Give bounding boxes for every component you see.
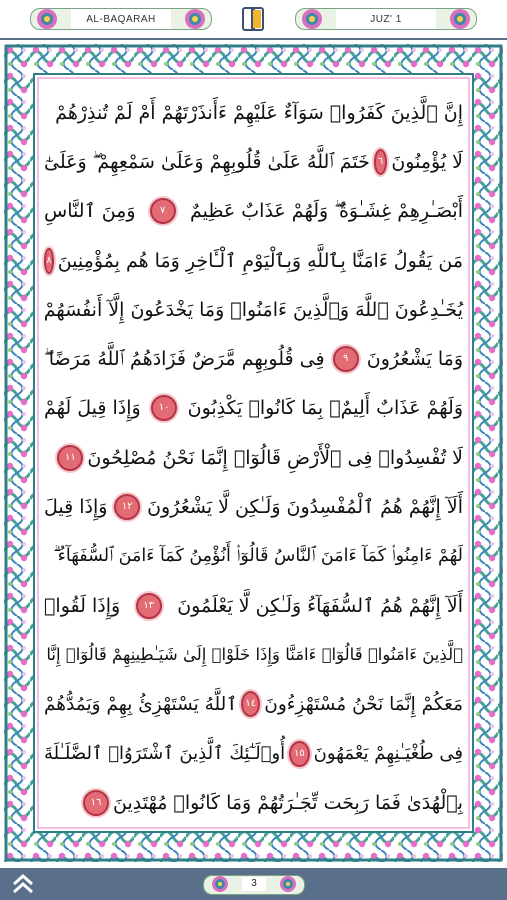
ayah-number-marker[interactable]: ١٠ [151, 395, 177, 421]
verse-text: أَلَآ إِنَّهُمْ هُمُ ٱلْمُفْسِدُونَ وَلَـٰكِن لَّا يَشْعُرُونَ [147, 496, 463, 519]
verse-line [44, 680, 463, 729]
verse-line [44, 334, 463, 383]
verse-line [44, 285, 463, 334]
rosette-ornament-icon [278, 874, 298, 894]
verse-text: خَتَمَ ٱللَّهُ عَلَىٰ قُلُوبِهِمْ وَعَلَىٰ سَمْعِهِمْ ۖ وَعَلَىٰٓ [44, 150, 370, 173]
verse-text: إِنَّ ٱلَّذِينَ كَفَرُوا۟ سَوَآءٌ عَلَيْهِمْ ءَأَنذَرْتَهُمْ أَمْ لَمْ تُنذِرْهُمْ [55, 101, 463, 124]
verse-text: أَبْصَـٰرِهِمْ غِشَـٰوَةٌ ۖ وَلَهُمْ عَذَابٌ عَظِيمٌ [189, 200, 463, 223]
ayah-number-marker[interactable]: ٦ [374, 149, 388, 175]
ayah-number-marker[interactable]: ١١ [57, 445, 83, 471]
verse-text: ٱللَّهُ يَسْتَهْزِئُ بِهِمْ وَيَمُدُّهُمْ [44, 693, 238, 715]
juz-pill[interactable] [295, 8, 477, 30]
double-chevron-up-icon[interactable] [10, 872, 36, 896]
verse-text: وَمَا يَشْعُرُونَ [366, 348, 463, 371]
juz-label: JUZ' 1 [336, 9, 436, 29]
verse-line [44, 482, 463, 531]
verse-text: لَهُمْ ءَامِنُوا۟ كَمَآ ءَامَنَ ٱلنَّاسُ قَالُوٓا۟ أَنُؤْمِنُ كَمَآ ءَامَنَ ٱلسُّفَهَآءُ ۗ [53, 546, 463, 567]
verse-text: وَإِذَا قِيلَ [44, 496, 108, 519]
ayah-number-marker[interactable]: ٩ [333, 346, 359, 372]
verse-text: وَإِذَا قِيلَ لَهُمْ [44, 397, 141, 420]
verse-line [44, 187, 463, 236]
verse-line [44, 581, 463, 630]
verse-text: مَن يَقُولُ ءَامَنَّا بِٱللَّهِ وَبِٱلْيَوْمِ ٱلْـَٔاخِرِ وَمَا هُم بِمُؤْمِنِينَ [57, 249, 463, 272]
ayah-number-marker[interactable]: ٨ [44, 248, 53, 274]
verse-text: وَإِذَا لَقُوا۟ [44, 594, 121, 617]
verse-line [44, 433, 463, 482]
verse-text: يُخَـٰدِعُونَ ٱللَّهَ وَٱلَّذِينَ ءَامَنُوا۟ وَمَا يَخْدَعُونَ إِلَّآ أَنفُسَهُمْ [43, 298, 463, 321]
surah-name: AL-BAQARAH [71, 9, 171, 29]
verse-text: أَلَآ إِنَّهُمْ هُمُ ٱلسُّفَهَآءُ وَلَـٰكِن لَّا يَعْلَمُونَ [177, 594, 463, 617]
surah-name-pill[interactable] [30, 8, 212, 30]
bottom-bar [0, 868, 507, 900]
verse-line [44, 236, 463, 285]
quran-page-text[interactable] [44, 88, 463, 828]
verse-text: لَا يُؤْمِنُونَ [391, 150, 463, 173]
ayah-number-marker[interactable]: ٧ [150, 198, 176, 224]
verse-text: لَا تُفْسِدُوا۟ فِى ٱلْأَرْضِ قَالُوٓا۟ إِنَّمَا نَحْنُ مُصْلِحُونَ [87, 446, 463, 469]
ayah-number-marker[interactable]: ١٦ [83, 790, 109, 816]
verse-line [44, 384, 463, 433]
rosette-ornament-icon [300, 7, 324, 31]
verse-text: فِى طُغْيَـٰنِهِمْ يَعْمَهُونَ [313, 743, 463, 764]
verse-text: مَعَكُمْ إِنَّمَا نَحْنُ مُسْتَهْزِءُونَ [264, 693, 463, 715]
verse-text: وَمِنَ ٱلنَّاسِ [44, 200, 136, 223]
ayah-number-marker[interactable]: ١٤ [241, 691, 260, 717]
verse-line [44, 778, 463, 827]
rosette-ornament-icon [448, 7, 472, 31]
quran-book-icon[interactable] [238, 4, 268, 34]
ayah-number-marker[interactable]: ١٢ [114, 494, 140, 520]
verse-text: بِٱلْهُدَىٰ فَمَا رَبِحَت تِّجَـٰرَتُهُمْ وَمَا كَانُوا۟ مُهْتَدِينَ [112, 791, 463, 814]
verse-text: أُو۟لَـٰٓئِكَ ٱلَّذِينَ ٱشْتَرَوُا۟ ٱلضَّلَـٰلَةَ [44, 743, 286, 764]
verse-line [44, 729, 463, 778]
ayah-number-marker[interactable]: ١٣ [136, 593, 162, 619]
top-header [0, 0, 507, 40]
verse-line [44, 137, 463, 186]
page-number: 3 [242, 877, 266, 891]
verse-text: ٱلَّذِينَ ءَامَنُوا۟ قَالُوٓا۟ ءَامَنَّا وَإِذَا خَلَوْا۟ إِلَىٰ شَيَـٰطِينِهِمْ قَالُوٓا۟ إِنَّا [46, 645, 463, 665]
verse-text: وَلَهُمْ عَذَابٌ أَلِيمٌۢ بِمَا كَانُوا۟ يَكْذِبُونَ [187, 397, 463, 420]
rosette-ornament-icon [183, 7, 207, 31]
rosette-ornament-icon [210, 874, 230, 894]
verse-line [44, 88, 463, 137]
verse-line [44, 630, 463, 679]
page-number-pill[interactable] [203, 875, 305, 895]
ayah-number-marker[interactable]: ١٥ [289, 741, 309, 767]
verse-line [44, 532, 463, 581]
rosette-ornament-icon [35, 7, 59, 31]
verse-text: فِى قُلُوبِهِم مَّرَضٌ فَزَادَهُمُ ٱللَّهُ مَرَضًا ۖ [44, 348, 325, 371]
